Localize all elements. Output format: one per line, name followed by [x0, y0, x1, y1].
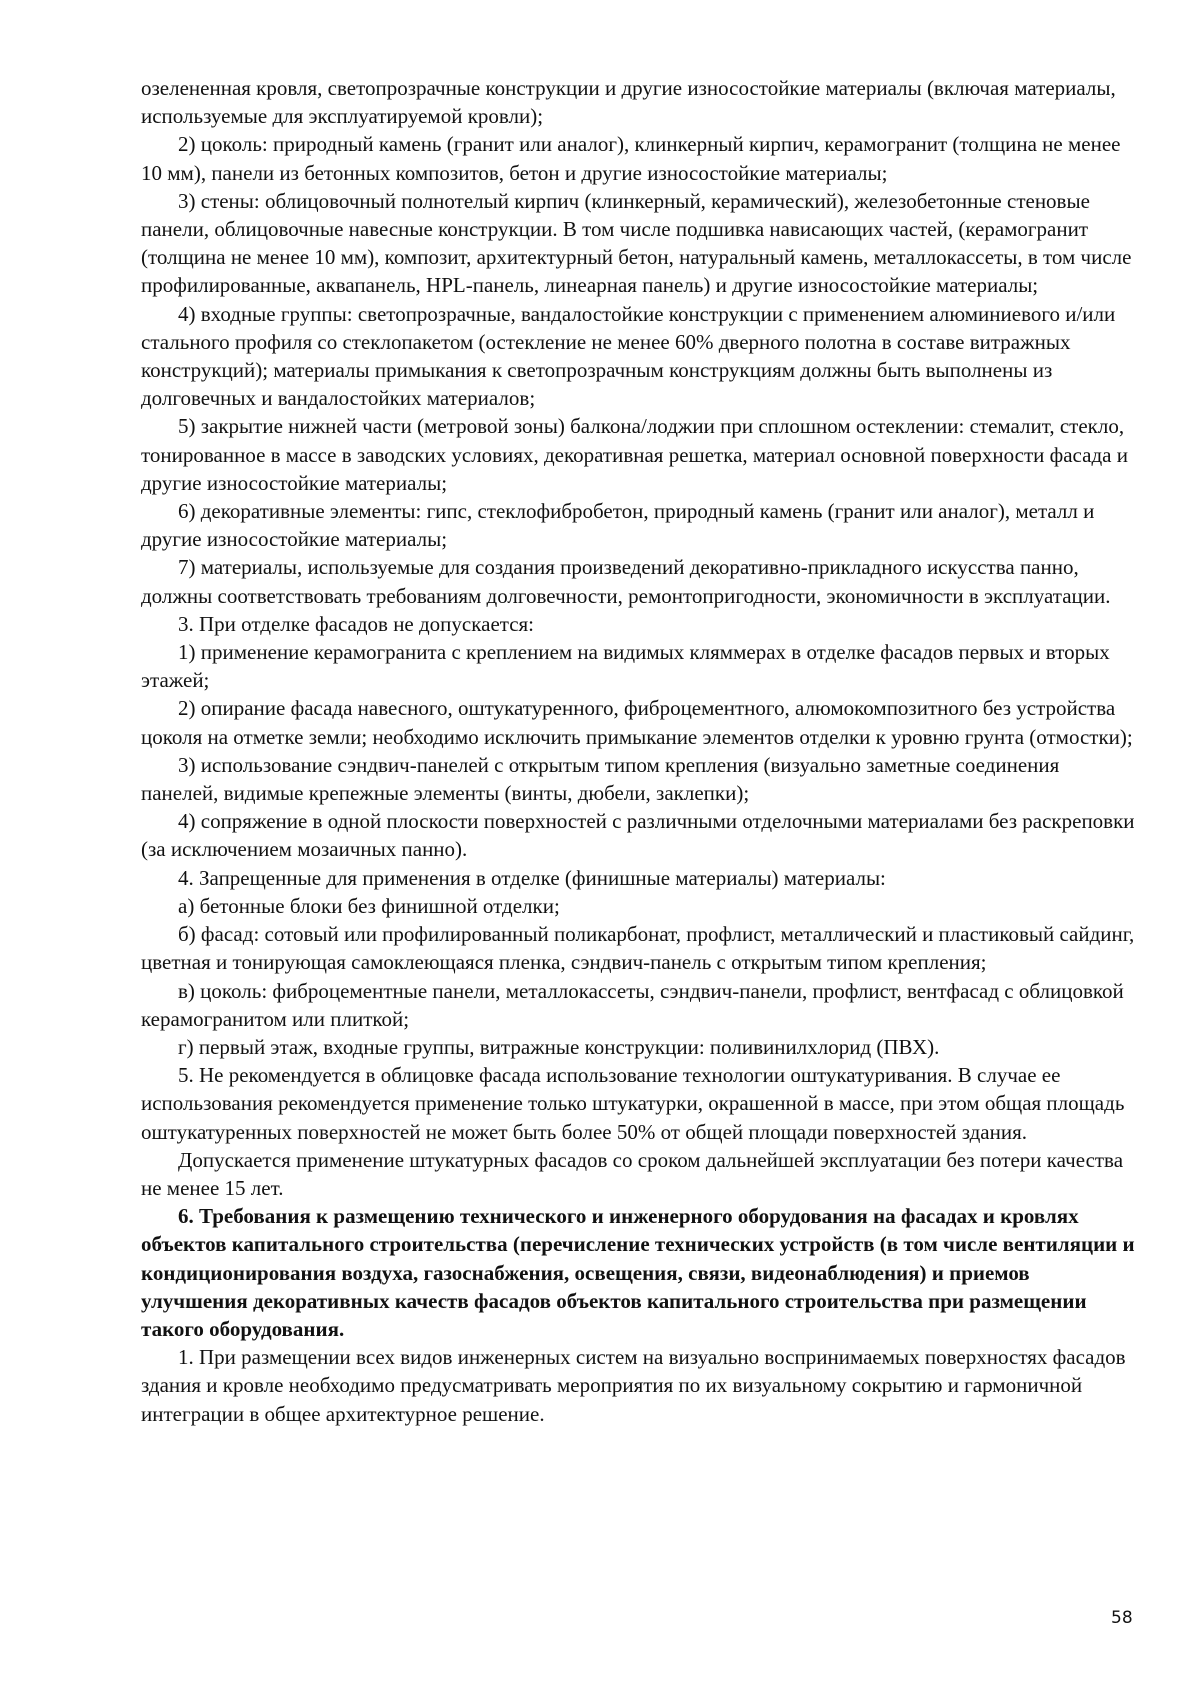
section-heading: 6. Требования к размещению технического и инженерного оборудования на фасадах и кровлях объектов капитального строительства (перечисление технических устройств (в том числе вентиляции и кондиционирования воздуха, газоснабжения, освещения, связи, видеонаблюдения) и приемов улучшения декоративных качеств фасадов объектов капитального строительства при размещении такого оборудования. — [141, 1204, 1135, 1341]
paragraph: 7) материалы, используемые для создания произведений декоративно-прикладного искусства панно, должны соответствовать требованиям долговечности, ремонтопригодности, экономичности в эксплуатации. — [141, 555, 1111, 608]
paragraph: 4) входные группы: светопрозрачные, вандалостойкие конструкции с применением алюминиевого и/или стального профиля со стеклопакетом (остекление не менее 60% дверного полотна в составе витражных конструкций); материалы примыкания к светопрозрачным конструкциям должны быть выполнены из долговечных и вандалостойких материалов; — [141, 301, 1116, 411]
paragraph: 2) опирание фасада навесного, оштукатуренного, фиброцементного, алюмокомпозитного без устройства цоколя на отметке земли; необходимо исключить примыкание элементов отделки к уровню грунта (отмостки); — [141, 696, 1133, 749]
paragraph: озелененная кровля, светопрозрачные конструкции и другие износостойкие материалы (включая материалы, используемые для эксплуатируемой кровли); — [141, 76, 1116, 129]
paragraph: Допускается применение штукатурных фасадов со сроком дальнейшей эксплуатации без потери качества не менее 15 лет. — [141, 1147, 1124, 1200]
paragraph: 3) стены: облицовочный полнотелый кирпич (клинкерный, керамический), железобетонные стеновые панели, облицовочные навесные конструкции. В том числе подшивка нависающих частей, (керамогранит (толщина не менее 10 мм), композит, архитектурный бетон, натуральный камень, металлокассеты, в том числе профилированные, аквапанель, HPL-панель, линеарная панель) и другие износостойкие материалы; — [141, 188, 1132, 298]
paragraph: 2) цоколь: природный камень (гранит или аналог), клинкерный кирпич, керамогранит (толщина не менее 10 мм), панели из бетонных композитов, бетон и другие износостойкие материалы; — [141, 132, 1121, 185]
paragraph: 1. При размещении всех видов инженерных систем на визуально воспринимаемых поверхностях фасадов здания и кровле необходимо предусматривать мероприятия по их визуальному сокрытию и гармоничной интеграции в общее архитектурное решение. — [141, 1345, 1126, 1426]
paragraph: 3. При отделке фасадов не допускается: — [178, 611, 535, 636]
paragraph: 4. Запрещенные для применения в отделке (финишные материалы) материалы: — [178, 865, 886, 890]
paragraph: 5) закрытие нижней части (метровой зоны) балкона/лоджии при сплошном остеклении: стемалит, стекло, тонированное в массе в заводских условиях, декоративная решетка, материал основной поверхности фасада и другие износостойкие материалы; — [141, 414, 1128, 495]
paragraph: в) цоколь: фиброцементные панели, металлокассеты, сэндвич-панели, профлист, вентфасад с облицовкой керамогранитом или плиткой; — [141, 978, 1124, 1031]
paragraph: а) бетонные блоки без финишной отделки; — [178, 893, 560, 918]
paragraph: 4) сопряжение в одной плоскости поверхностей с различными отделочными материалами без раскреповки (за исключением мозаичных панно). — [141, 809, 1135, 862]
paragraph: 5. Не рекомендуется в облицовке фасада использование технологии оштукатуривания. В случае ее использования рекомендуется применение только штукатурки, окрашенной в массе, при этом общая площадь оштукатуренных поверхностей не может быть более 50% от общей площади поверхностей здания. — [141, 1063, 1125, 1144]
paragraph: б) фасад: сотовый или профилированный поликарбонат, профлист, металлический и пластиковый сайдинг, цветная и тонирующая самоклеющаяся пленка, сэндвич-панель с открытым типом крепления; — [141, 922, 1135, 975]
paragraph: 1) применение керамогранита с креплением на видимых кляммерах в отделке фасадов первых и вторых этажей; — [141, 640, 1110, 693]
paragraph: г) первый этаж, входные группы, витражные конструкции: поливинилхлорид (ПВХ). — [178, 1034, 940, 1059]
paragraph: 6) декоративные элементы: гипс, стеклофибробетон, природный камень (гранит или аналог), металл и другие износостойкие материалы; — [141, 499, 1095, 552]
document-page — [141, 74, 1139, 1428]
page-number: 58 — [1111, 1608, 1133, 1628]
paragraph: 3) использование сэндвич-панелей с открытым типом крепления (визуально заметные соединения панелей, видимые крепежные элементы (винты, дюбели, заклепки); — [141, 752, 1060, 806]
